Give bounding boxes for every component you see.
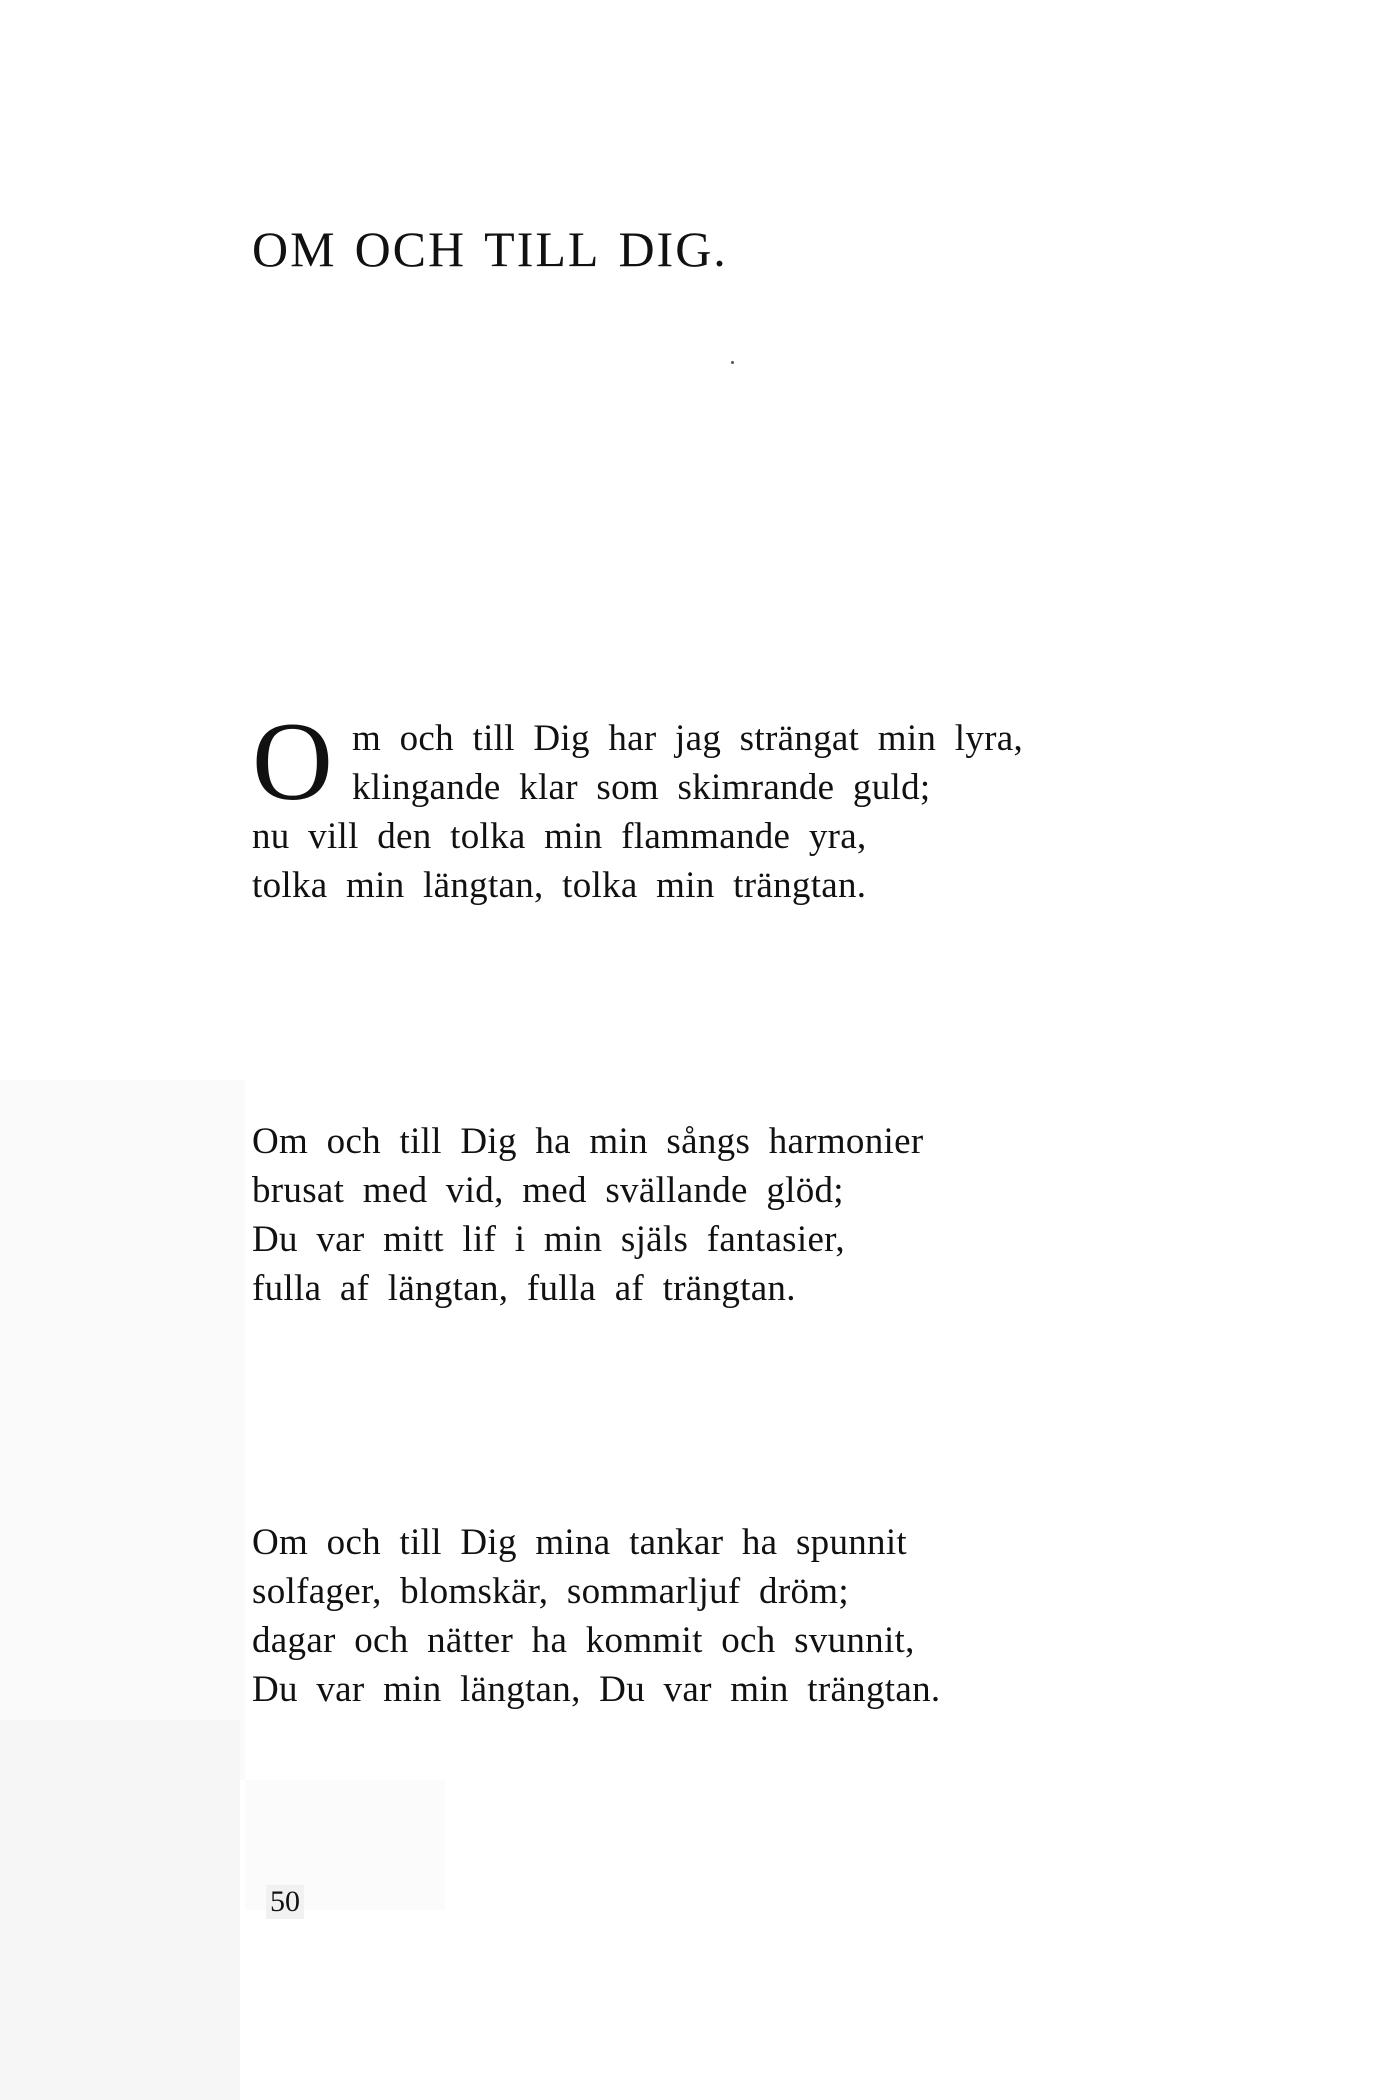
stanza-3 — [252, 1518, 940, 1714]
poem-line: Du var min längtan, Du var min trängtan. — [252, 1669, 941, 1710]
poem-line: tolka min längtan, tolka min trängtan. — [252, 865, 867, 906]
title-word: DIG. — [618, 221, 728, 277]
drop-cap: O — [252, 700, 333, 824]
title-word: OCH — [354, 221, 467, 277]
poem-line: dagar och nätter ha kommit och svunnit, — [252, 1620, 915, 1661]
page-number: 50 — [266, 1885, 304, 1919]
print-speck — [731, 361, 734, 364]
title-word: TILL — [484, 221, 601, 277]
first-line-text: m och till Dig har jag strängat min lyra, — [352, 718, 1024, 759]
page-title — [252, 220, 746, 278]
poem-line: Om och till Dig mina tankar ha spunnit — [252, 1522, 907, 1563]
poem-line: fulla af längtan, fulla af trängtan. — [252, 1268, 796, 1309]
stanza-1 — [252, 700, 1024, 910]
poem-line: Du var mitt lif i min själs fantasier, — [252, 1219, 845, 1260]
scan-shading — [0, 1720, 240, 2100]
poem-line: solfager, blomskär, sommarljuf dröm; — [252, 1571, 849, 1612]
scan-shading — [0, 1080, 245, 1780]
poem-line: klingande klar som skimrande guld; — [352, 767, 931, 808]
stanza-2 — [252, 1117, 923, 1313]
poem-line: brusat med vid, med svällande glöd; — [252, 1170, 844, 1211]
poem-line: Om och till Dig ha min sångs harmonier — [252, 1121, 924, 1162]
poem-line: nu vill den tolka min flammande yra, — [252, 816, 867, 857]
title-word: OM — [252, 221, 337, 277]
